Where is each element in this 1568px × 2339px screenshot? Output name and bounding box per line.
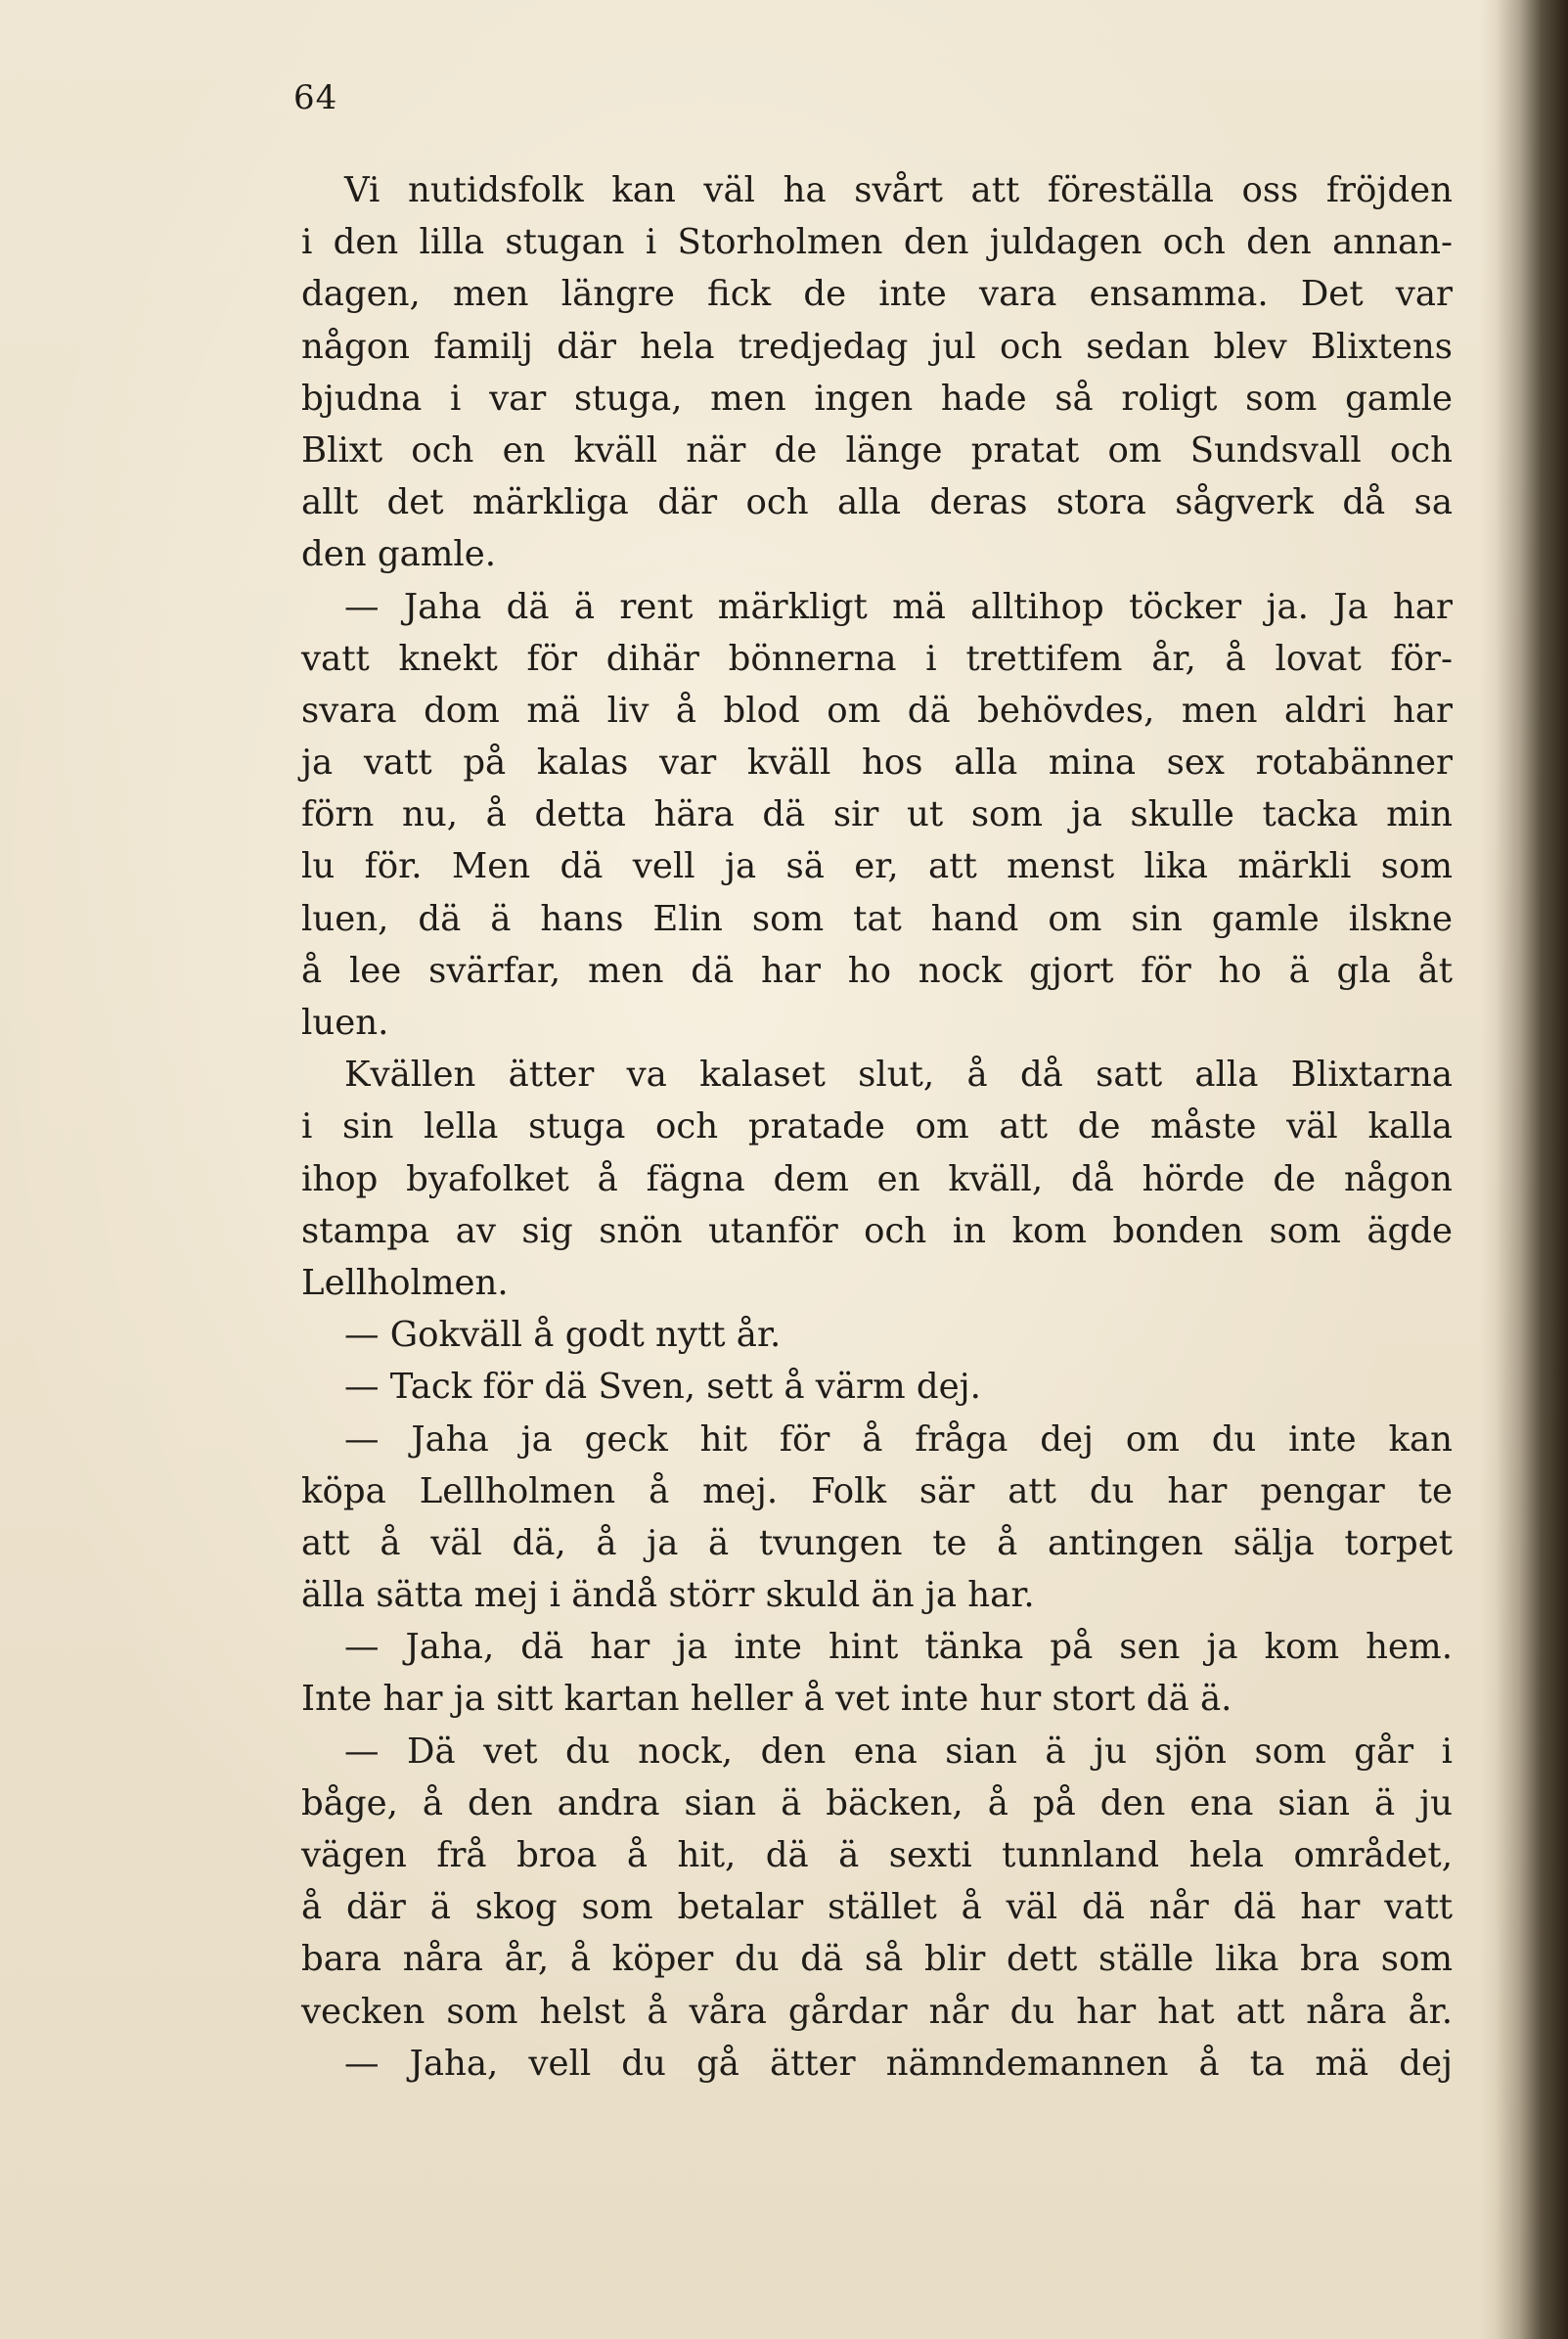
body-text: [301, 164, 1453, 2090]
text-line: — Gokväll å godt nytt år.: [344, 1315, 782, 1356]
text-line: Lellholmen.: [301, 1262, 509, 1303]
text-line: vecken som helst å våra gårdar når du har hat att nåra år.: [301, 1991, 1453, 2032]
text-line: att å väl dä, å ja ä tvungen te å antingen sälja torpet: [301, 1522, 1453, 1563]
text-line: — Jaha dä ä rent märkligt mä alltihop töcker ja. Ja har: [344, 586, 1453, 627]
text-line: vatt knekt för dihär bönnerna i trettifem år, å lovat för-: [301, 638, 1453, 679]
text-line: någon familj där hela tredjedag jul och sedan blev Blixtens: [301, 326, 1453, 367]
book-spine-shadow: [1480, 0, 1568, 2339]
text-line: — Tack för dä Sven, sett å värm dej.: [344, 1367, 981, 1408]
text-line: bjudna i var stuga, men ingen hade så roligt som gamle: [301, 378, 1453, 419]
text-line: ihop byafolket å fägna dem en kväll, då hörde de någon: [301, 1158, 1453, 1199]
text-line: dagen, men längre fick de inte vara ensamma. Det var: [301, 274, 1453, 315]
text-line: Blixt och en kväll när de länge pratat om Sundsvall och: [301, 429, 1453, 471]
text-line: Vi nutidsfolk kan väl ha svårt att föreställa oss fröjden: [344, 170, 1453, 210]
text-line: — Jaha, vell du gå ätter nämndemannen å ta mä dej: [344, 2043, 1453, 2084]
text-line: lu för. Men dä vell ja sä er, att menst lika märkli som: [301, 846, 1453, 887]
text-line: älla sätta mej i ändå störr skuld än ja har.: [301, 1575, 1035, 1616]
text-line: å lee svärfar, men dä har ho nock gjort för ho ä gla åt: [301, 950, 1453, 991]
text-line: — Dä vet du nock, den ena sian ä ju sjön som går i: [344, 1731, 1453, 1772]
text-line: vägen frå broa å hit, dä ä sexti tunnland hela området,: [301, 1835, 1453, 1875]
text-line: svara dom mä liv å blod om dä behövdes, men aldri har: [301, 690, 1453, 731]
text-line: Kvällen ätter va kalaset slut, å då satt alla Blixtarna: [344, 1055, 1453, 1096]
text-line: båge, å den andra sian ä bäcken, å på den ena sian ä ju: [301, 1782, 1453, 1823]
text-line: ja vatt på kalas var kväll hos alla mina sex rotabänner: [301, 742, 1453, 784]
text-line: i den lilla stugan i Storholmen den juldagen och den annan-: [301, 222, 1453, 263]
text-line: bara nåra år, å köper du dä så blir dett ställe lika bra som: [301, 1939, 1453, 1980]
text-line: den gamle.: [301, 534, 497, 575]
text-line: Inte har ja sitt kartan heller å vet inte hur stort dä ä.: [301, 1679, 1232, 1720]
text-line: — Jaha, dä har ja inte hint tänka på sen ja kom hem.: [344, 1627, 1453, 1668]
text-line: — Jaha ja geck hit för å fråga dej om du inte kan: [344, 1418, 1453, 1460]
text-line: luen, dä ä hans Elin som tat hand om sin gamle ilskne: [301, 898, 1453, 939]
text-line: förn nu, å detta hära dä sir ut som ja skulle tacka min: [301, 794, 1453, 835]
text-line: allt det märkliga där och alla deras stora sågverk då sa: [301, 482, 1453, 523]
page-number: 64: [293, 78, 338, 117]
text-line: stampa av sig snön utanför och in kom bonden som ägde: [301, 1210, 1453, 1251]
text-line: luen.: [301, 1003, 389, 1043]
text-line: å där ä skog som betalar stället å väl dä når dä har vatt: [301, 1887, 1453, 1928]
text-line: i sin lella stuga och pratade om att de måste väl kalla: [301, 1106, 1453, 1147]
text-line: köpa Lellholmen å mej. Folk sär att du har pengar te: [301, 1470, 1453, 1511]
